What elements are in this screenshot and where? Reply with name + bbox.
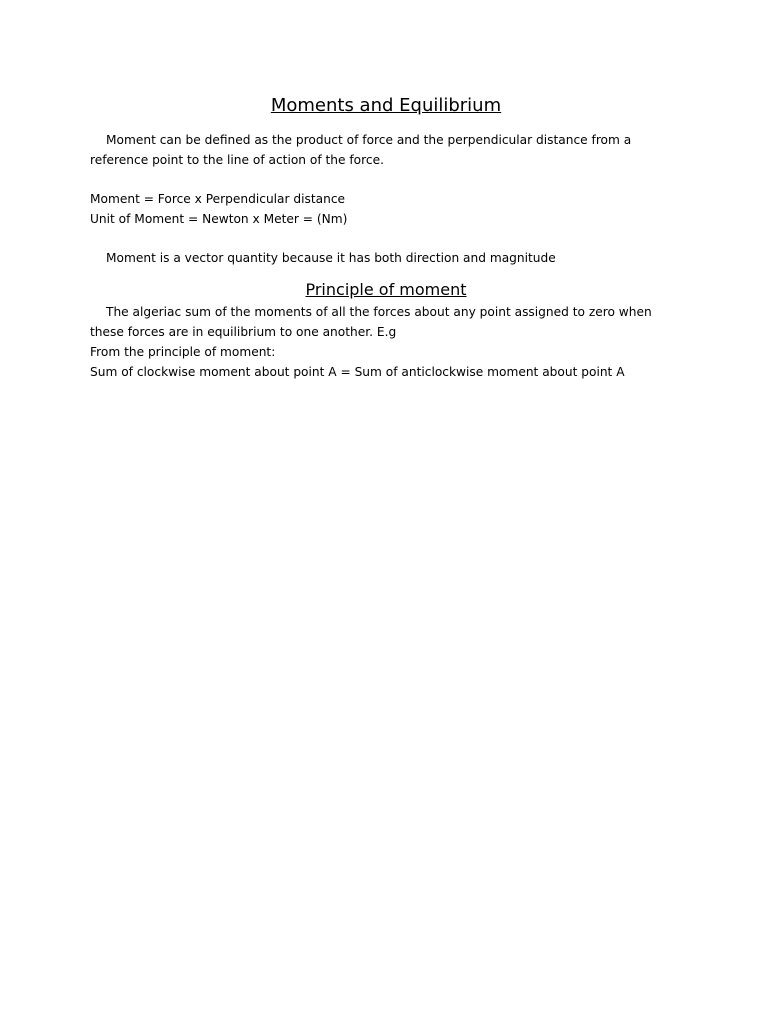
unit-formula: Unit of Moment = Newton x Meter = (Nm) [90,212,348,226]
spacer [90,170,682,189]
document-body [90,94,682,382]
section-title: Principle of moment [305,280,467,299]
moment-formula: Moment = Force x Perpendicular distance [90,192,346,206]
spacer [90,268,682,280]
page-title: Moments and Equilibrium [270,95,502,116]
vector-note: Moment is a vector quantity because it has both direction and magnitude [106,251,556,265]
intro-paragraph: Moment can be defined as the product of force and the perpendicular distance from a reference point to the line of action of the force. [90,133,632,167]
spacer [90,229,682,248]
from-principle-line: From the principle of moment: [90,345,276,359]
principle-paragraph: The algeriac sum of the moments of all the forces about any point assigned to zero when these forces are in equilibrium to one another. E.g [90,305,652,339]
equation-line: Sum of clockwise moment about point A = Sum of anticlockwise moment about point A [90,365,625,379]
